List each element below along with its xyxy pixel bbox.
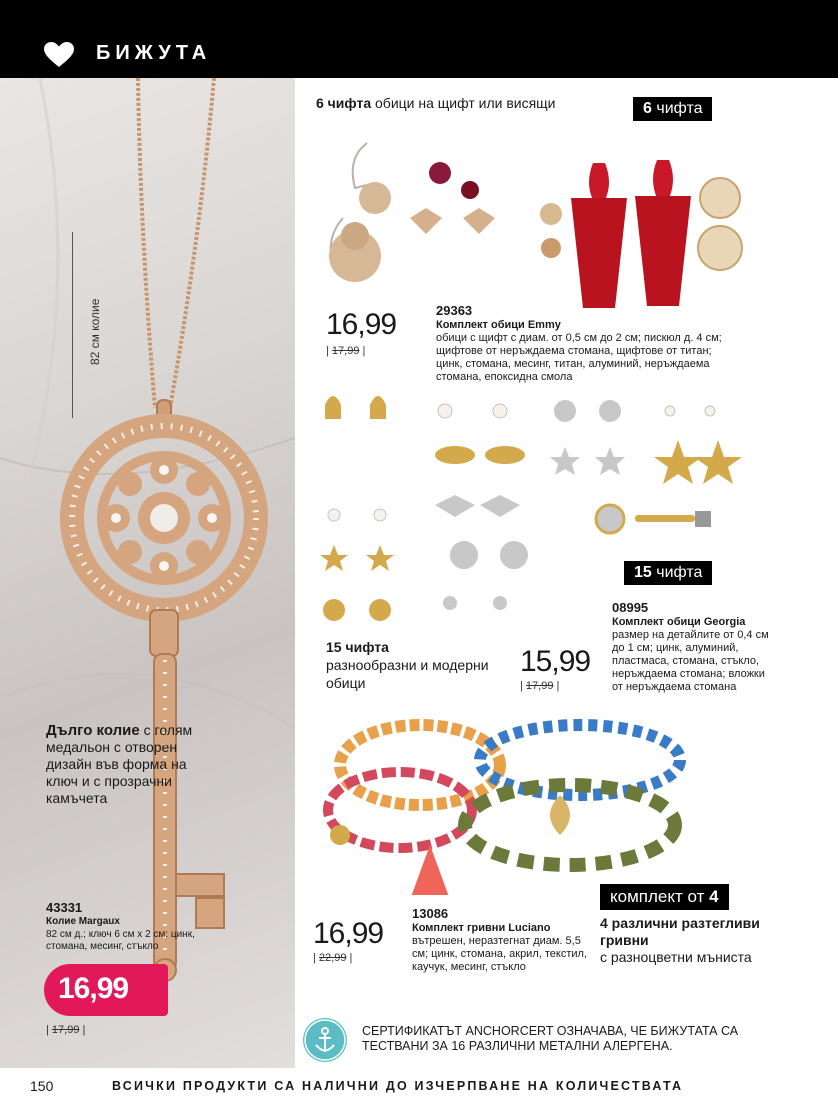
necklace-desc-bold: Дълго колие [46, 722, 140, 739]
availability-note: ВСИЧКИ ПРОДУКТИ СА НАЛИЧНИ ДО ИЗЧЕРПВАНЕ НА КОЛИЧЕСТВАТА [112, 1079, 684, 1093]
section-title: БИЖУТА [96, 42, 212, 64]
luciano-old-price: | 22,99 | [313, 952, 353, 964]
georgia-code: 08995 [612, 600, 649, 615]
georgia-earrings-image [310, 385, 750, 630]
necklace-desc-text: с голям медальон с отворен дизайн във форма на ключ и с прозрачни камъчета [46, 722, 193, 806]
luciano-spec: вътрешен, неразтегнат диам. 5,5 см; цинк, стомана, акрил, текстил, каучук, месинг, стъкло [412, 935, 587, 973]
georgia-heading: 15 чифта разнообразни и модерни обици [326, 639, 489, 691]
luciano-price: 16,99 [313, 917, 384, 950]
emmy-old-price: | 17,99 | [326, 345, 366, 357]
page-header [0, 0, 838, 78]
emmy-spec: обици с щифт с диам. от 0,5 см до 2 см; пискюл д. 4 см; щифтове от неръждаема стомана, щифтове от титан; цинк, стомана, месинг, титан, алуминий, неръждаема стомана, епоксидна смола [436, 332, 722, 383]
necklace-description [46, 722, 216, 807]
heart-icon [44, 42, 74, 68]
georgia-badge: 15 чифта [624, 561, 712, 585]
luciano-code: 13086 [412, 906, 449, 921]
emmy-heading: 6 чифта обици на щифт или висящи [316, 95, 556, 111]
georgia-old-price: | 17,99 | [520, 680, 560, 692]
anchorcert-badge [303, 1018, 347, 1062]
measure-arrow [72, 232, 73, 418]
necklace-old-price: | 17,99 | [46, 1024, 86, 1036]
necklace-spec: 82 см д.; ключ 6 см х 2 см; цинк, стомана, месинг, стъкло [46, 929, 195, 952]
necklace-price-tag [44, 964, 168, 1016]
necklace-photo [0, 78, 295, 1068]
necklace-illustration [0, 78, 295, 1068]
luciano-heading: 4 различни разтегливи гривни с разноцветни мъниста [600, 915, 760, 965]
measure-label: 82 см колие [88, 298, 102, 365]
luciano-name: Комплект гривни Luciano [412, 922, 551, 934]
emmy-name: Комплект обици Emmy [436, 319, 561, 331]
certificate-note: СЕРТИФИКАТЪТ ANCHORCERT ОЗНАЧАВА, ЧЕ БИЖУТАТА СА ТЕСТВАНИ ЗА 16 РАЗЛИЧНИ МЕТАЛНИ АЛЕРГЕНА. [362, 1024, 739, 1053]
luciano-badge: комплект от 4 [600, 884, 729, 910]
necklace-price: 16,99 [58, 972, 129, 1005]
page-number: 150 [30, 1078, 54, 1094]
georgia-price: 15,99 [520, 645, 591, 678]
anchor-icon [303, 1018, 347, 1062]
georgia-spec: размер на детайлите от 0,4 см до 1 см; цинк, алуминий, пластмаса, стомана, стъкло, неръждаема стомана; вложки от неръждаема стомана [612, 629, 769, 693]
emmy-badge: 6 чифта [633, 97, 712, 121]
necklace-name: Колие Margaux [46, 916, 120, 927]
emmy-earrings-image [315, 138, 755, 310]
georgia-name: Комплект обици Georgia [612, 616, 746, 628]
emmy-code: 29363 [436, 303, 473, 318]
emmy-price: 16,99 [326, 308, 397, 341]
luciano-bracelets-image [310, 695, 740, 895]
necklace-code: 43331 [46, 900, 83, 915]
